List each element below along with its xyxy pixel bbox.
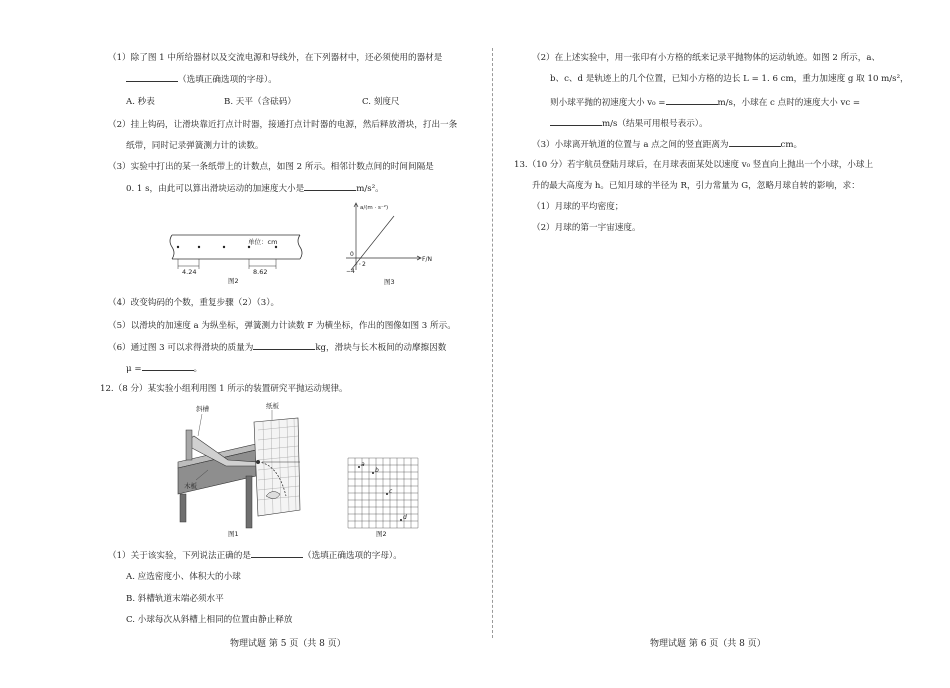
label-chute: 斜槽 bbox=[196, 405, 209, 413]
tape-unit: 单位：cm bbox=[248, 238, 278, 246]
right-page bbox=[514, 0, 944, 688]
tape-distance-1: 4.24 bbox=[182, 268, 197, 276]
q13-sub-1: （1）月球的平均密度； bbox=[532, 202, 624, 212]
figure-2-grid bbox=[344, 456, 424, 540]
answer-blank bbox=[126, 73, 178, 82]
answer-blank bbox=[304, 182, 356, 191]
option-b: B. 天平（含砝码） bbox=[224, 97, 296, 107]
answer-blank bbox=[550, 117, 602, 126]
graph-y-tick: −4 bbox=[346, 268, 355, 275]
answer-blank bbox=[666, 96, 718, 105]
option-a: A. 秒表 bbox=[126, 97, 155, 107]
point-a: a bbox=[361, 461, 365, 468]
figure-3-caption: 图3 bbox=[384, 278, 395, 286]
q11-1-answer-line: （选填正确选项的字母）。 bbox=[126, 73, 277, 86]
q11-1-text: （1）除了图 1 中所给器材以及交流电源和导线外，在下列器材中，还必须使用的器材是 bbox=[108, 53, 443, 63]
q11-2-text: （2）挂上钩码，让滑块靠近打点计时器，接通打点计时器的电源，然后释放滑块，打出一条 bbox=[108, 120, 458, 130]
figure-2-caption: 图2 bbox=[228, 277, 239, 285]
answer-blank bbox=[729, 138, 781, 147]
figure-1-apparatus bbox=[168, 400, 318, 540]
q11-6-text: （6）通过图 3 可以求得滑块的质量为 kg，滑块与长木板间的动摩擦因数 bbox=[108, 343, 447, 353]
point-b: b bbox=[375, 467, 379, 474]
option-c: C. 刻度尺 bbox=[362, 97, 400, 107]
graph-y-label: a/(m · s⁻²) bbox=[360, 205, 389, 211]
tape-distance-2: 8.62 bbox=[253, 268, 268, 276]
label-paper: 纸板 bbox=[266, 402, 279, 410]
q12-1-text: （1）关于该实验，下列说法正确的是 （选填正确选项的字母）。 bbox=[108, 551, 402, 561]
q12-2-answer-line-2: m/s（结果可用根号表示）。 bbox=[550, 117, 708, 130]
left-page bbox=[100, 0, 538, 688]
q12-2-text: （2）在上述实验中，用一张印有小方格的纸来记录平抛物体的运动轨迹。如图 2 所示，a、 bbox=[532, 53, 881, 63]
answer-blank bbox=[253, 341, 315, 350]
q12-heading: 12.（8 分）某实验小组利用图 1 所示的装置研究平抛运动规律。 bbox=[100, 384, 348, 394]
graph-origin: 0 bbox=[350, 251, 354, 258]
q12-option-a: A. 应选密度小、体积大的小球 bbox=[126, 572, 241, 582]
footer-page-6: 物理试题 第 6 页（共 8 页） bbox=[650, 639, 766, 649]
point-d: d bbox=[403, 514, 407, 521]
point-c: c bbox=[389, 488, 393, 495]
q12-2-text-cont: b、c、d 是轨迹上的几个位置，已知小方格的边长 L = 1. 6 cm，重力加速度 g 取 10 m/s²， bbox=[550, 74, 909, 84]
q13-sub-2: （2）月球的第一宇宙速度。 bbox=[532, 223, 641, 233]
answer-blank bbox=[142, 362, 194, 371]
q13-text-cont: 升的最大高度为 h。已知月球的半径为 R，引力常量为 G，忽略月球自转的影响，求： bbox=[532, 181, 860, 191]
q11-2-text-cont: 纸带，同时记录弹簧测力计的读数。 bbox=[126, 141, 264, 151]
q12-option-c: C. 小球每次从斜槽上相同的位置由静止释放 bbox=[126, 615, 293, 625]
figure-2-tape bbox=[164, 225, 314, 285]
q11-4-text: （4）改变钩码的个数，重复步骤（2）（3）。 bbox=[108, 298, 280, 308]
q12-option-b: B. 斜槽轨道末端必须水平 bbox=[126, 594, 224, 604]
footer-page-5: 物理试题 第 5 页（共 8 页） bbox=[230, 639, 346, 649]
q11-3-text: （3）实验中打出的某一条纸带上的计数点，如图 2 所示。相邻计数点间的时间间隔是 bbox=[108, 162, 434, 172]
label-board: 木板 bbox=[184, 482, 197, 490]
graph-x-label: F/N bbox=[422, 256, 432, 263]
q12-2-answer-line: 则小球平抛的初速度大小 v₀ = m/s，小球在 c 点时的速度大小 vc = bbox=[550, 98, 861, 108]
q12-3-text: （3）小球离开轨道的位置与 a 点之间的竖直距离为 cm。 bbox=[532, 140, 803, 150]
graph-x-tick: 2 bbox=[362, 261, 366, 268]
q11-3-answer-line: 0. 1 s，由此可以算出滑块运动的加速度大小是 m/s²。 bbox=[126, 184, 384, 194]
figure-2b-caption: 图2 bbox=[376, 530, 387, 538]
q13-text: 13.（10 分）若宇航员登陆月球后，在月球表面某处以速度 v₀ 竖直向上抛出一个小球，小球上 bbox=[514, 160, 874, 170]
figure-3-graph bbox=[334, 200, 434, 290]
figure-1-caption: 图1 bbox=[228, 530, 239, 538]
q11-6-answer-line: μ = 。 bbox=[126, 364, 203, 374]
answer-blank bbox=[251, 549, 303, 558]
q11-5-text: （5）以滑块的加速度 a 为纵坐标，弹簧测力计读数 F 为横坐标，作出的图像如图 3 所示。 bbox=[108, 321, 456, 331]
